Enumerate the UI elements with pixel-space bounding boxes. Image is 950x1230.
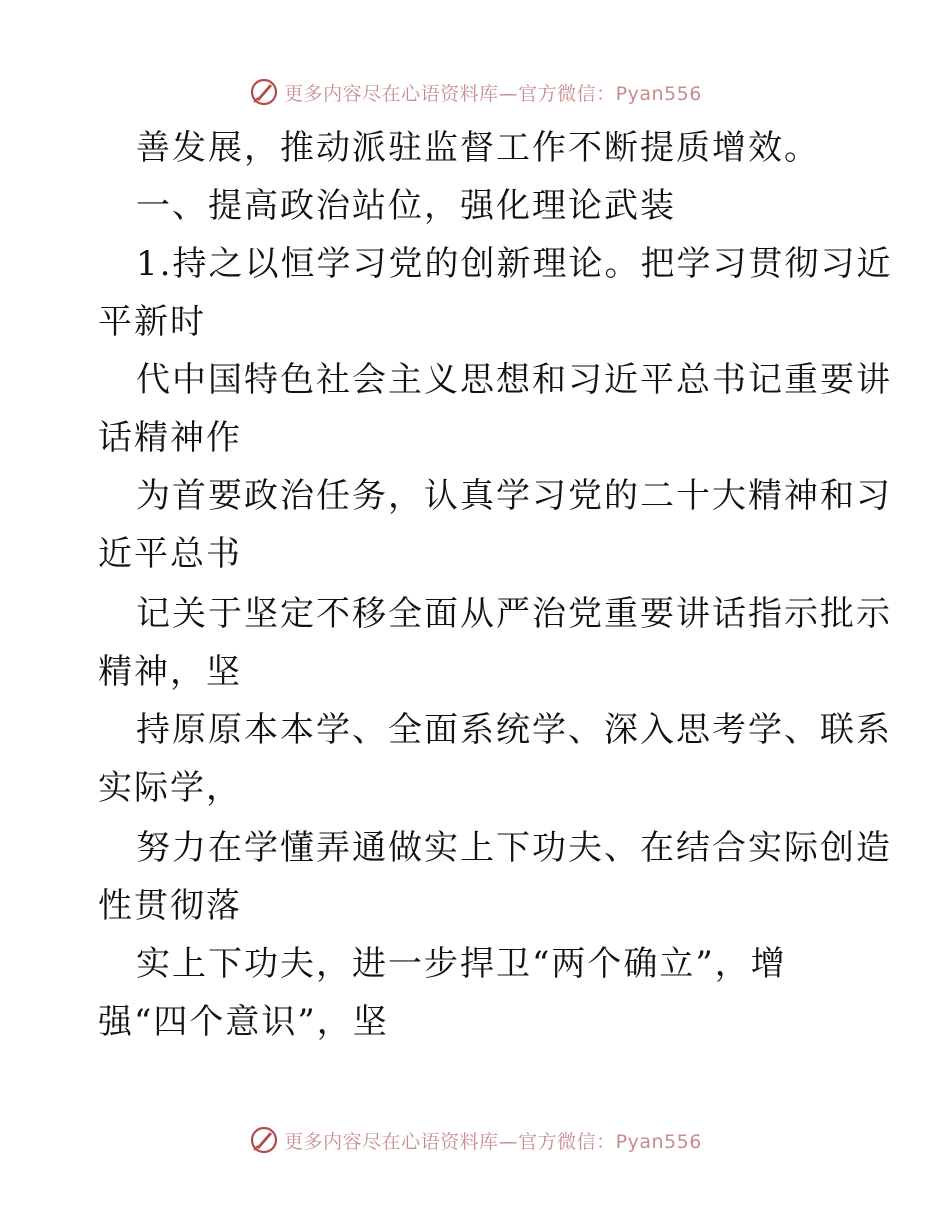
body-line: 实际学， [98,768,242,808]
body-line: 代中国特色社会主义思想和习近平总书记重要讲 [136,360,892,400]
body-line: 近平总书 [98,534,242,574]
body-line: 平新时 [98,302,206,342]
quill-pen-logo-icon [248,76,280,108]
body-line: 实上下功夫，进一步捍卫“两个确立”，增 [136,944,787,984]
body-line: 强“四个意识”，坚 [98,1002,389,1042]
body-line: 话精神作 [98,418,242,458]
quill-pen-logo-icon [248,1124,280,1156]
section-heading: 一、提高政治站位，强化理论武装 [136,186,676,226]
watermark-text: 更多内容尽在心语资料库—官方微信：Pyan556 [284,82,702,105]
body-line: 性贯彻落 [98,886,242,926]
watermark-text: 更多内容尽在心语资料库—官方微信：Pyan556 [284,1130,702,1153]
body-line: 精神，坚 [98,652,242,692]
body-line: 1.持之以恒学习党的创新理论。把学习贯彻习近 [136,244,893,284]
footer-watermark [0,1120,950,1160]
body-line: 持原原本本学、全面系统学、深入思考学、联系 [136,710,892,750]
body-line: 记关于坚定不移全面从严治党重要讲话指示批示 [136,594,892,634]
body-line: 善发展，推动派驻监督工作不断提质增效。 [136,128,820,168]
body-line: 努力在学懂弄通做实上下功夫、在结合实际创造 [136,828,892,868]
body-line: 为首要政治任务，认真学习党的二十大精神和习 [136,476,892,516]
header-watermark [0,72,950,112]
